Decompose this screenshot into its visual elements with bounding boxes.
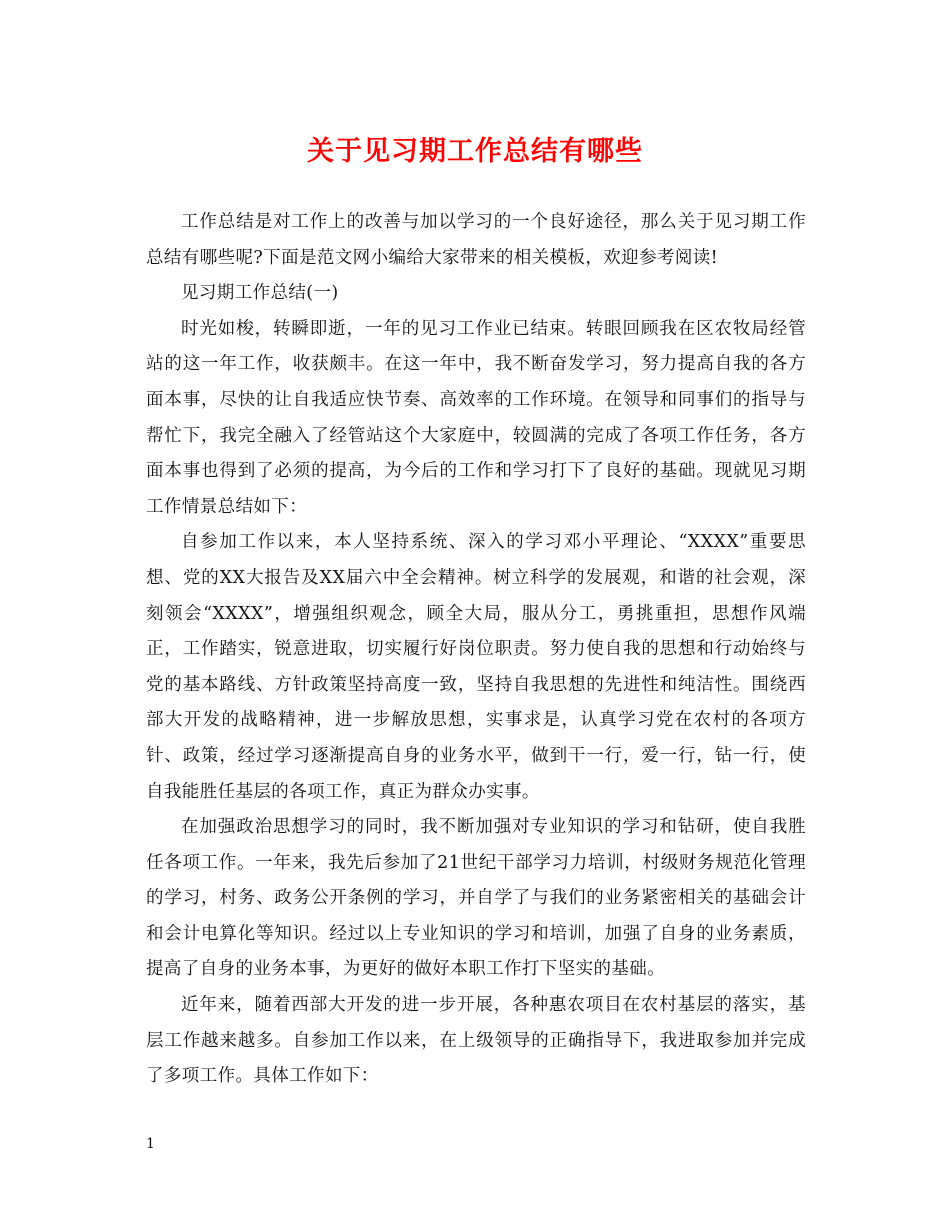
body-paragraph: 自参加工作以来，本人坚持系统、深入的学习邓小平理论、“XXXX”重要思想、党的XX大报告及XX届六中全会精神。树立科学的发展观，和谐的社会观，深刻领会“XXXX”，增强组织观念，顾全大局，服从分工，勇挑重担，思想作风端正，工作踏实，锐意进取，切实履行好岗位职责。努力使自我的思想和行动始终与党的基本路线、方针政策坚持高度一致，坚持自我思想的先进性和纯洁性。围绕西部大开发的战略精神，进一步解放思想，实事求是，认真学习党在农村的各项方针、政策，经过学习逐渐提高自身的业务水平，做到干一行，爱一行，钻一行，使自我能胜任基层的各项工作，真正为群众办实事。: [146, 532, 806, 802]
document-body: [146, 205, 806, 1095]
page-number: 1: [146, 1136, 155, 1152]
body-paragraph: 在加强政治思想学习的同时，我不断加强对专业知识的学习和钻研，使自我胜任各项工作。一年来，我先后参加了21世纪干部学习力培训，村级财务规范化管理的学习，村务、政务公开条例的学习，并自学了与我们的业务紧密相关的基础会计和会计电算化等知识。经过以上专业知识的学习和培训，加强了自身的业务素质，提高了自身的业务本事，为更好的做好本职工作打下坚实的基础。: [146, 817, 806, 980]
section-heading: 见习期工作总结(一): [181, 283, 339, 304]
intro-paragraph: 工作总结是对工作上的改善与加以学习的一个良好途径，那么关于见习期工作总结有哪些呢?下面是范文网小编给大家带来的相关模板，欢迎参考阅读!: [146, 212, 806, 268]
body-paragraph: 时光如梭，转瞬即逝，一年的见习工作业已结束。转眼回顾我在区农牧局经管站的这一年工作，收获颇丰。在这一年中，我不断奋发学习，努力提高自我的各方面本事，尽快的让自我适应快节奏、高效率的工作环境。在领导和同事们的指导与帮忙下，我完全融入了经管站这个大家庭中，较圆满的完成了各项工作任务，各方面本事也得到了必须的提高，为今后的工作和学习打下了良好的基础。现就见习期工作情景总结如下：: [146, 318, 806, 517]
body-paragraph: 近年来，随着西部大开发的进一步开展，各种惠农项目在农村基层的落实，基层工作越来越多。自参加工作以来，在上级领导的正确指导下，我进取参加并完成了多项工作。具体工作如下：: [146, 995, 806, 1087]
document-title: 关于见习期工作总结有哪些: [307, 136, 643, 167]
